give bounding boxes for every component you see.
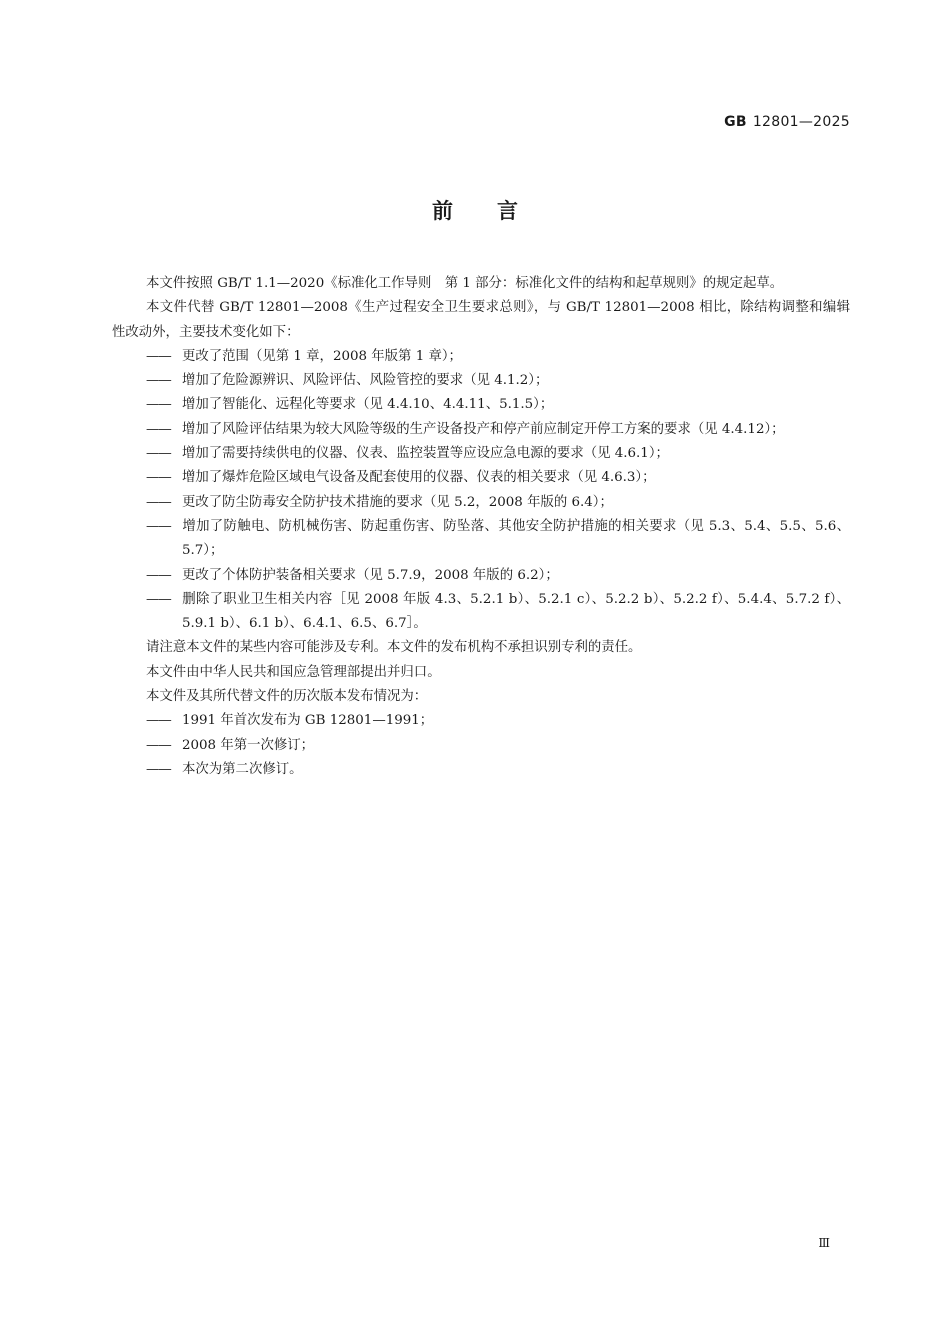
list-item-text: 增加了智能化、远程化等要求（见 4.4.10、4.4.11、5.1.5）； bbox=[182, 397, 554, 413]
list-item-text: 更改了个体防护装备相关要求（见 5.7.9，2008 年版的 6.2）； bbox=[182, 567, 559, 583]
dash-marker: —— bbox=[146, 494, 171, 510]
dash-marker: —— bbox=[146, 421, 171, 437]
standard-code bbox=[724, 114, 850, 130]
dash-marker: —— bbox=[146, 470, 171, 486]
document-body bbox=[112, 272, 850, 782]
body-paragraph: 本文件及其所代替文件的历次版本发布情况为： bbox=[146, 689, 428, 705]
dash-marker: —— bbox=[146, 567, 171, 583]
list-item-text: 本次为第二次修订。 bbox=[182, 761, 303, 777]
dash-marker: —— bbox=[146, 446, 171, 462]
dash-marker: —— bbox=[146, 518, 171, 534]
list-item bbox=[112, 588, 850, 637]
standard-prefix: GB bbox=[724, 114, 747, 130]
list-item bbox=[112, 393, 850, 417]
body-paragraph: 本文件由中华人民共和国应急管理部提出并归口。 bbox=[146, 664, 441, 680]
body-paragraph: 本文件按照 GB/T 1.1—2020《标准化工作导则 第 1 部分：标准化文件的结构和起草规则》的规定起草。 bbox=[146, 276, 784, 291]
list-item-text: 增加了危险源辨识、风险评估、风险管控的要求（见 4.1.2）； bbox=[182, 373, 549, 389]
list-item-text: 2008 年第一次修订； bbox=[182, 737, 315, 753]
list-item bbox=[112, 466, 850, 490]
list-item-text: 增加了风险评估结果为较大风险等级的生产设备投产和停产前应制定开停工方案的要求（见 4.4.12）； bbox=[182, 421, 785, 437]
list-item bbox=[112, 564, 850, 588]
list-item bbox=[112, 369, 850, 393]
dash-marker: —— bbox=[146, 761, 171, 777]
page-title: 前言 bbox=[432, 199, 562, 223]
dash-marker: —— bbox=[146, 737, 171, 753]
list-item bbox=[112, 418, 850, 442]
list-item bbox=[112, 734, 850, 758]
list-item bbox=[112, 709, 850, 733]
list-item-text: 更改了范围（见第 1 章，2008 年版第 1 章）； bbox=[182, 348, 462, 364]
list-item-text: 1991 年首次发布为 GB 12801—1991； bbox=[182, 713, 434, 729]
dash-marker: —— bbox=[146, 591, 171, 607]
dash-marker: —— bbox=[146, 348, 171, 364]
standard-number: 12801—2025 bbox=[752, 114, 850, 130]
list-item bbox=[112, 442, 850, 466]
list-item bbox=[112, 491, 850, 515]
dash-marker: —— bbox=[146, 397, 171, 413]
body-paragraph: 本文件代替 GB/T 12801—2008《生产过程安全卫生要求总则》，与 GB/T 12801—2008 相比，除结构调整和编辑性改动外，主要技术变化如下： bbox=[112, 300, 850, 340]
list-item-text: 删除了职业卫生相关内容［见 2008 年版 4.3、5.2.1 b）、5.2.1 c）、5.2.2 b）、5.2.2 f）、5.4.4、5.7.2 f）、5.9.1 b）、6.1 b）、6.4.1、6.5、6.7］。 bbox=[182, 591, 850, 632]
dash-marker: —— bbox=[146, 373, 171, 389]
list-item bbox=[112, 345, 850, 369]
list-item-text: 增加了需要持续供电的仪器、仪表、监控装置等应设应急电源的要求（见 4.6.1）； bbox=[182, 446, 669, 462]
list-item-text: 更改了防尘防毒安全防护技术措施的要求（见 5.2，2008 年版的 6.4）； bbox=[182, 494, 613, 510]
list-item bbox=[112, 758, 850, 782]
list-item-text: 增加了爆炸危险区域电气设备及配套使用的仪器、仪表的相关要求（见 4.6.3）； bbox=[182, 470, 656, 486]
body-paragraph: 请注意本文件的某些内容可能涉及专利。本文件的发布机构不承担识别专利的责任。 bbox=[146, 640, 642, 656]
dash-marker: —— bbox=[146, 713, 171, 729]
list-item-text: 增加了防触电、防机械伤害、防起重伤害、防坠落、其他安全防护措施的相关要求（见 5.3、5.4、5.5、5.6、5.7）； bbox=[182, 518, 850, 559]
list-item bbox=[112, 515, 850, 564]
page-number: Ⅲ bbox=[818, 1236, 830, 1250]
